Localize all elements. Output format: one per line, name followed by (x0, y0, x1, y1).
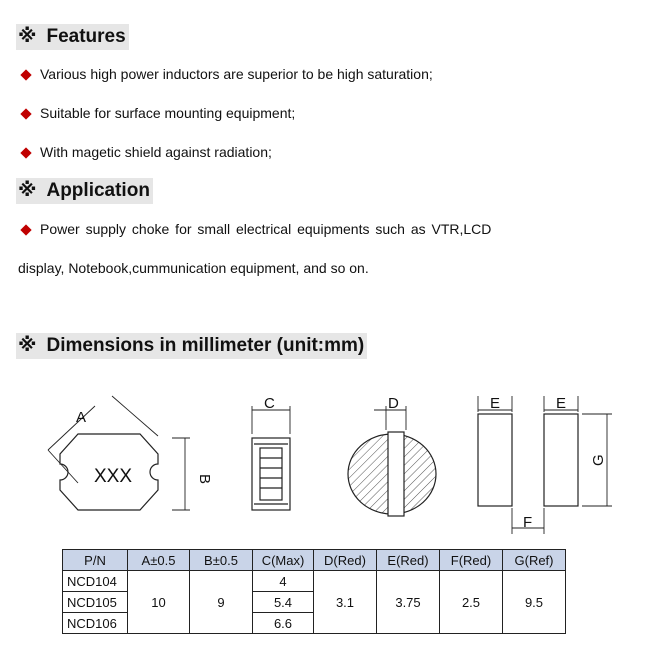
d-value-cell: 3.1 (314, 571, 377, 634)
part-marking: XXX (94, 466, 133, 487)
part-number-cell: NCD104 (63, 571, 128, 592)
diamond-bullet-icon (20, 224, 31, 235)
label-d: D (388, 395, 399, 412)
feature-item: Various high power inductors are superior to be high saturation; (20, 66, 433, 82)
b-value-cell: 9 (190, 571, 253, 634)
table-header: F(Red) (440, 550, 503, 571)
table-header: B±0.5 (190, 550, 253, 571)
dimension-drawings (40, 388, 620, 538)
feature-item: Suitable for surface mounting equipment; (20, 105, 295, 121)
bottom-view-drawing (348, 406, 436, 516)
dimension-table (62, 549, 566, 634)
dimensions-title: Dimensions in millimeter (unit:mm) (46, 335, 365, 356)
label-f: F (523, 514, 533, 531)
application-item: Power supply choke for small electrical equipments such as VTR,LCD (20, 221, 491, 237)
top-view-drawing (48, 396, 190, 510)
c-value-cell: 6.6 (253, 613, 314, 634)
table-header: P/N (63, 550, 128, 571)
table-header: D(Red) (314, 550, 377, 571)
application-heading (16, 178, 153, 204)
table-header-row (63, 550, 566, 571)
features-title: Features (46, 26, 126, 47)
c-value-cell: 5.4 (253, 592, 314, 613)
application-continuation: display, Notebook,cummunication equipment, and so on. (18, 260, 369, 276)
feature-item: With magetic shield against radiation; (20, 144, 272, 160)
label-e-left: E (490, 395, 501, 412)
reference-mark-icon: ※ (18, 26, 37, 47)
a-value-cell: 10 (128, 571, 190, 634)
label-b: B (196, 474, 213, 485)
part-number-cell: NCD106 (63, 613, 128, 634)
side-view-drawing (252, 406, 290, 510)
features-heading (16, 24, 129, 50)
label-a: A (76, 409, 87, 426)
label-c: C (264, 395, 275, 412)
table-header: A±0.5 (128, 550, 190, 571)
dimensions-heading (16, 333, 367, 359)
table-header: E(Red) (377, 550, 440, 571)
table-row (63, 571, 566, 592)
table-header: C(Max) (253, 550, 314, 571)
reference-mark-icon: ※ (18, 180, 37, 201)
reference-mark-icon: ※ (18, 335, 37, 356)
diamond-bullet-icon (20, 108, 31, 119)
label-e-right: E (556, 395, 567, 412)
label-g: G (590, 454, 607, 466)
table-header: G(Ref) (503, 550, 566, 571)
e-value-cell: 3.75 (377, 571, 440, 634)
diamond-bullet-icon (20, 69, 31, 80)
application-title: Application (46, 180, 150, 201)
g-value-cell: 9.5 (503, 571, 566, 634)
diamond-bullet-icon (20, 147, 31, 158)
c-value-cell: 4 (253, 571, 314, 592)
f-value-cell: 2.5 (440, 571, 503, 634)
part-number-cell: NCD105 (63, 592, 128, 613)
